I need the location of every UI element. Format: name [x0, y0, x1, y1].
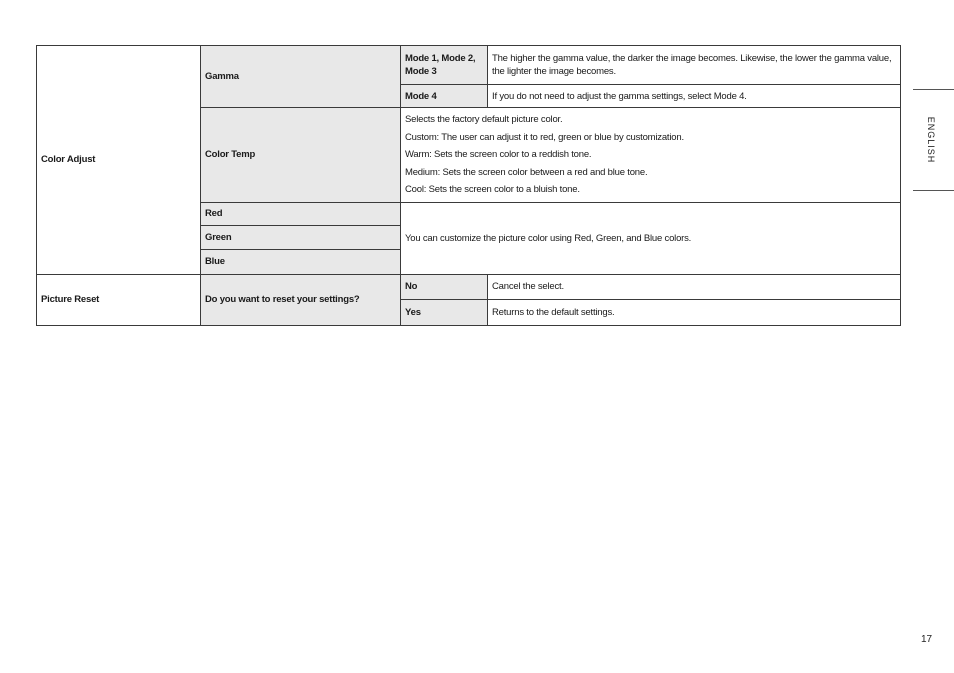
color-temp-line: Medium: Sets the screen color between a red and blue tone. [405, 166, 648, 178]
desc-no: Cancel the select. [488, 274, 901, 299]
desc-mode-1-2-3: The higher the gamma value, the darker the image becomes. Likewise, the lower the gamma value, the lighter the image becomes. [488, 46, 901, 85]
page-number: 17 [921, 634, 933, 645]
side-tab-divider-top [913, 89, 954, 90]
menu-color-adjust: Color Adjust [37, 46, 201, 275]
language-side-tab: ENGLISH [926, 116, 936, 164]
submenu-gamma: Gamma [201, 46, 401, 108]
submenu-blue: Blue [201, 249, 401, 274]
option-no: No [401, 274, 488, 299]
side-tab-divider-bottom [913, 190, 954, 191]
table-row [37, 46, 901, 85]
submenu-reset-question: Do you want to reset your settings? [201, 274, 401, 325]
option-mode-4: Mode 4 [401, 85, 488, 108]
settings-table [36, 45, 901, 326]
color-temp-line: Custom: The user can adjust it to red, green or blue by customization. [405, 131, 684, 143]
color-temp-line: Selects the factory default picture color. [405, 114, 563, 125]
submenu-red: Red [201, 202, 401, 225]
menu-picture-reset: Picture Reset [37, 274, 201, 325]
option-mode-1-2-3: Mode 1, Mode 2, Mode 3 [401, 46, 488, 85]
submenu-color-temp: Color Temp [201, 108, 401, 203]
desc-rgb: You can customize the picture color using Red, Green, and Blue colors. [401, 202, 901, 274]
table-row [37, 274, 901, 299]
desc-mode-4: If you do not need to adjust the gamma settings, select Mode 4. [488, 85, 901, 108]
color-temp-line: Warm: Sets the screen color to a reddish tone. [405, 149, 592, 160]
desc-yes: Returns to the default settings. [488, 299, 901, 325]
submenu-green: Green [201, 225, 401, 249]
option-yes: Yes [401, 299, 488, 325]
desc-color-temp [401, 108, 901, 203]
color-temp-line: Cool: Sets the screen color to a bluish tone. [405, 184, 580, 195]
